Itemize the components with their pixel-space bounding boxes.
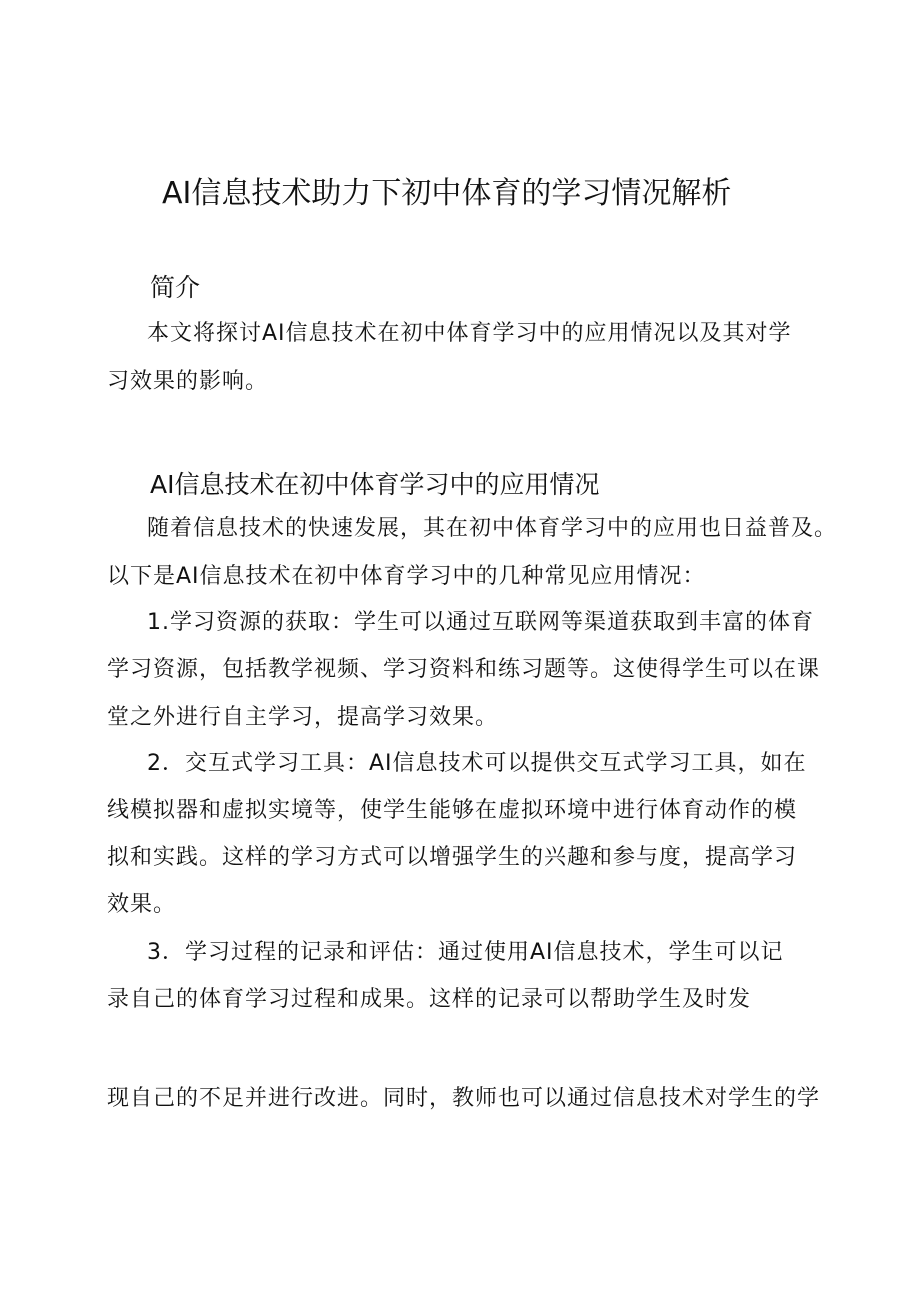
intro-line-1: 本文将探讨AI信息技术在初中体育学习中的应用情况以及其对学 bbox=[147, 321, 792, 346]
application-line-5: 堂之外进行自主学习，提高学习效果。 bbox=[107, 705, 499, 730]
section-heading-application: AI信息技术在初中体育学习中的应用情况 bbox=[150, 470, 600, 499]
section-heading-intro: 简介 bbox=[150, 273, 201, 302]
intro-line-2: 习效果的影响。 bbox=[107, 369, 269, 394]
application-line-10: 3．学习过程的记录和评估：通过使用AI信息技术，学生可以记 bbox=[147, 940, 784, 965]
application-line-4: 学习资源，包括教学视频、学习资料和练习题等。这使得学生可以在课 bbox=[107, 657, 821, 682]
application-line-2: 以下是AI信息技术在初中体育学习中的几种常见应用情况： bbox=[107, 564, 706, 589]
application-line-11: 录自己的体育学习过程和成果。这样的记录可以帮助学生及时发 bbox=[107, 987, 752, 1012]
application-line-6: 2．交互式学习工具：AI信息技术可以提供交互式学习工具，如在 bbox=[147, 751, 807, 776]
application-line-9: 效果。 bbox=[107, 892, 177, 917]
document-title: AI信息技术助力下初中体育的学习情况解析 bbox=[162, 176, 732, 211]
application-line-7: 线模拟器和虚拟实境等，使学生能够在虚拟环境中进行体育动作的模 bbox=[107, 798, 798, 823]
application-line-8: 拟和实践。这样的学习方式可以增强学生的兴趣和参与度，提高学习 bbox=[107, 845, 798, 870]
application-line-12: 现自己的不足并进行改进。同时，教师也可以通过信息技术对学生的学 bbox=[107, 1086, 821, 1111]
application-line-1: 随着信息技术的快速发展，其在初中体育学习中的应用也日益普及。 bbox=[147, 516, 838, 541]
application-line-3: 1.学习资源的获取：学生可以通过互联网等渠道获取到丰富的体育 bbox=[147, 610, 814, 635]
